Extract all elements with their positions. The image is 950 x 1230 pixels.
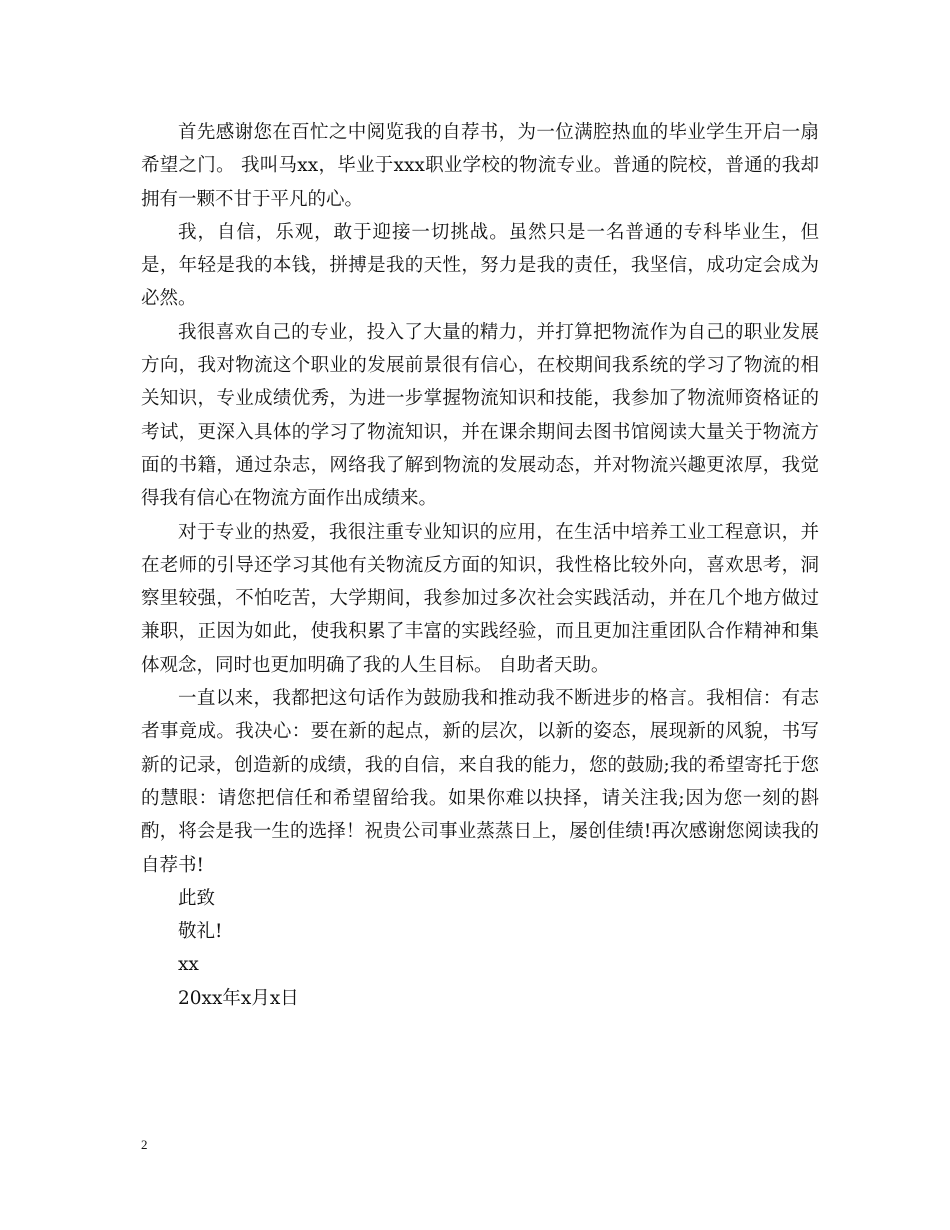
page-number: 2 <box>141 1137 148 1152</box>
closing-regards: 敬礼! <box>178 921 223 943</box>
paragraph-motto: 一直以来，我都把这句话作为鼓励我和推动我不断进步的格言。我相信：有志者事竟成。我决心：要在新的起点，新的层次，以新的姿态，展现新的风貌，书写新的记录，创造新的成绩，我的自信，来自我的能力，您的鼓励;我的希望寄托于您的慧眼：请您把信任和希望留给我。如果你难以抉择，请关注我;因为您一刻的斟酌，将会是我一生的选择！祝贵公司事业蒸蒸日上，屡创佳绩!再次感谢您阅读我的自荐书! <box>141 688 819 876</box>
closing-salutation: 此致 <box>178 887 216 909</box>
paragraph-major: 我很喜欢自己的专业，投入了大量的精力，并打算把物流作为自己的职业发展方向，我对物流这个职业的发展前景很有信心，在校期间我系统的学习了物流的相关知识，专业成绩优秀，为进一步掌握物流知识和技能，我参加了物流师资格证的考试，更深入具体的学习了物流知识，并在课余期间去图书馆阅读大量关于物流方面的书籍，通过杂志，网络我了解到物流的发展动态，并对物流兴趣更浓厚，我觉得我有信心在物流方面作出成绩来。 <box>141 321 819 510</box>
date: 20xx年x月x日 <box>178 987 299 1009</box>
letter-body <box>141 116 819 1015</box>
signature: xx <box>178 954 199 976</box>
paragraph-confidence: 我，自信，乐观，敢于迎接一切挑战。虽然只是一名普通的专科毕业生，但是，年轻是我的本钱，拼搏是我的天性，努力是我的责任，我坚信，成功定会成为必然。 <box>141 221 819 310</box>
paragraph-introduction: 首先感谢您在百忙之中阅览我的自荐书，为一位满腔热血的毕业学生开启一扇希望之门。 我叫马xx，毕业于xxx职业学校的物流专业。普通的院校，普通的我却拥有一颗不甘于平凡的心。 <box>141 122 819 210</box>
paragraph-practice: 对于专业的热爱，我很注重专业知识的应用，在生活中培养工业工程意识，并在老师的引导还学习其他有关物流反方面的知识，我性格比较外向，喜欢思考，洞察里较强，不怕吃苦，大学期间，我参加过多次社会实践活动，并在几个地方做过兼职，正因为如此，使我积累了丰富的实践经验，而且更加注重团队合作精神和集体观念，同时也更加明确了我的人生目标。 自助者天助。 <box>141 521 819 676</box>
